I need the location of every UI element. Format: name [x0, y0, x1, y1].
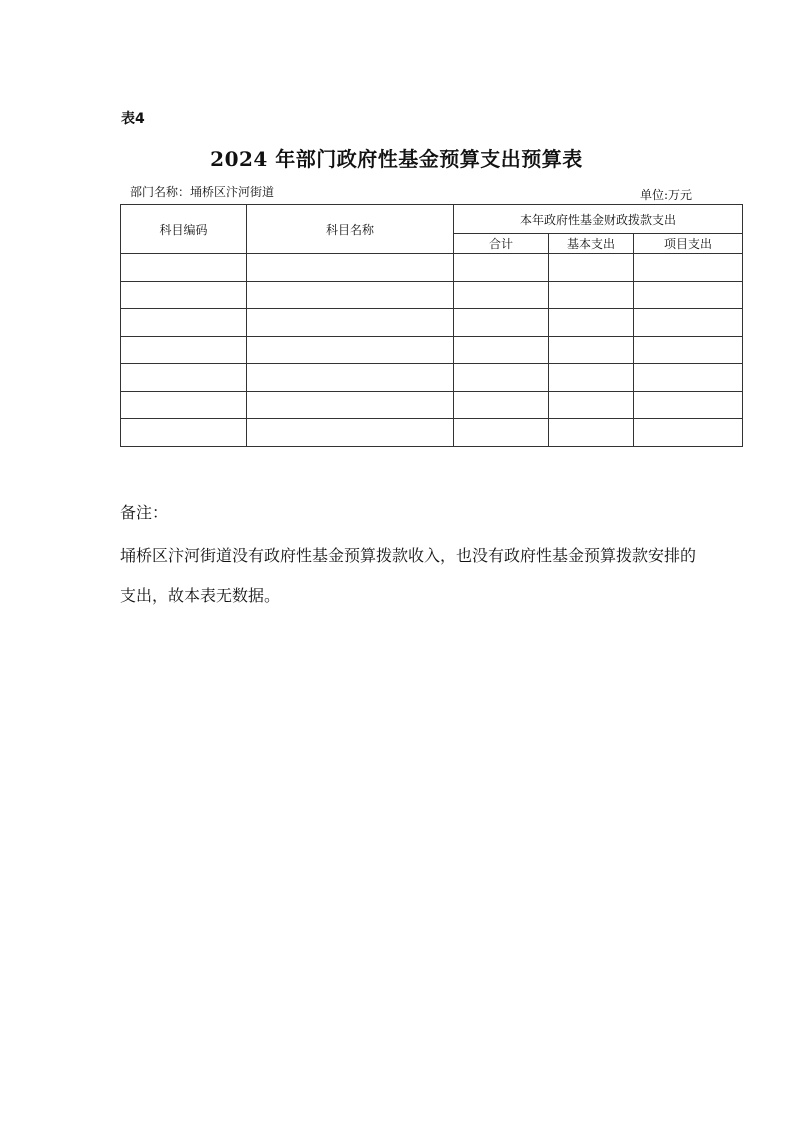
header-total: 合计	[454, 234, 549, 254]
note-text: 埇桥区汴河街道没有政府性基金预算拨款收入，也没有政府性基金预算拨款安排的支出，故本表无数据。	[120, 546, 697, 605]
table-cell	[121, 391, 247, 419]
table-row	[121, 364, 743, 392]
table-cell	[549, 254, 634, 282]
table-cell	[454, 309, 549, 337]
unit-label: 单位:万元	[640, 188, 693, 202]
table-row	[121, 391, 743, 419]
table-number: 表4	[121, 111, 145, 127]
table-cell	[634, 336, 743, 364]
table-cell	[634, 309, 743, 337]
table-cell	[121, 254, 247, 282]
table-row	[121, 309, 743, 337]
table-row	[121, 336, 743, 364]
table-cell	[247, 364, 454, 392]
table-cell	[549, 336, 634, 364]
table-cell	[121, 309, 247, 337]
header-basic-expenditure: 基本支出	[549, 234, 634, 254]
table-cell	[634, 391, 743, 419]
table-cell	[121, 281, 247, 309]
table-row	[121, 281, 743, 309]
table-cell	[634, 254, 743, 282]
table-row	[121, 254, 743, 282]
department-name: 部门名称：埇桥区汴河街道	[130, 185, 275, 199]
header-project-expenditure: 项目支出	[634, 234, 743, 254]
table-cell	[121, 364, 247, 392]
header-fund-expenditure: 本年政府性基金财政拨款支出	[454, 205, 743, 234]
table-cell	[549, 281, 634, 309]
table-cell	[247, 336, 454, 364]
table-cell	[121, 419, 247, 447]
table-cell	[454, 419, 549, 447]
table-cell	[454, 391, 549, 419]
table-cell	[634, 364, 743, 392]
table-body	[121, 254, 743, 447]
table-cell	[247, 309, 454, 337]
table-cell	[454, 336, 549, 364]
table-cell	[634, 419, 743, 447]
header-subject-code: 科目编码	[121, 205, 247, 254]
table-cell	[634, 281, 743, 309]
table-cell	[549, 419, 634, 447]
table-cell	[247, 254, 454, 282]
table-cell	[549, 391, 634, 419]
page-title: 2024 年部门政府性基金预算支出预算表	[210, 147, 583, 171]
table-row	[121, 419, 743, 447]
table-cell	[549, 364, 634, 392]
table-cell	[549, 309, 634, 337]
table-cell	[247, 419, 454, 447]
budget-table	[120, 204, 743, 447]
table-cell	[247, 281, 454, 309]
header-subject-name: 科目名称	[247, 205, 454, 254]
note-label: 备注：	[120, 503, 169, 522]
table-cell	[454, 281, 549, 309]
table-cell	[247, 391, 454, 419]
table-cell	[454, 364, 549, 392]
table-cell	[454, 254, 549, 282]
table-cell	[121, 336, 247, 364]
